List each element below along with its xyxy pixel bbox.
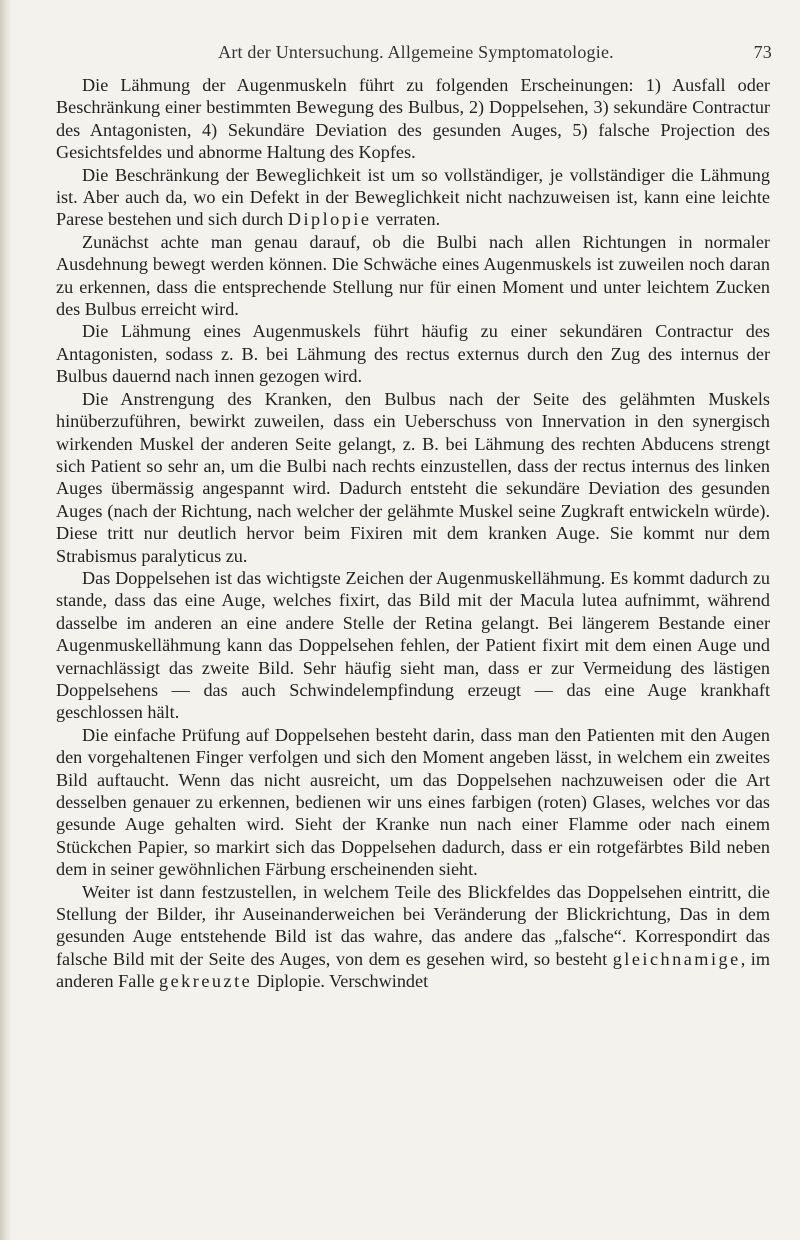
- text-segment: Zunächst achte man genau darauf, ob die Bulbi nach allen Richtungen in normaler Ausdehnung bewegt werden können. Die Schwäche eines Augenmuskels ist zuweilen noch daran zu erkennen, dass die entsprechende Stellung nur für einen Moment und unter leichtem Zucken des Bulbus erreicht wird.: [56, 231, 770, 320]
- text-segment: Die Lähmung der Augenmuskeln führt zu folgenden Erscheinungen: 1) Ausfall oder Beschränkung einer bestimmten Bewegung des Bulbus, 2) Doppelsehen, 3) sekundäre Contractur des Antagonisten, 4) Sekundäre Deviation des gesunden Auges, 5) falsche Projection des Gesichtsfeldes und abnorme Haltung des Kopfes.: [56, 75, 770, 163]
- emphasized-term: gekreuzte: [159, 971, 253, 992]
- text-segment: , im anderen Falle: [56, 948, 770, 992]
- paragraph: [56, 231, 770, 321]
- running-header-title: Art der Untersuchung. Allgemeine Symptomatologie.: [218, 42, 614, 62]
- paragraph: [56, 567, 770, 724]
- text-segment: Die einfache Prüfung auf Doppelsehen besteht darin, dass man den Patienten mit den Augen den vorgehaltenen Finger verfolgen und sich den Moment angeben lässt, in welchem ein zweites Bild auftaucht. Wenn das nicht ausreicht, um das Doppelsehen nachzuweisen oder die Art desselben genauer zu erkennen, bedienen wir uns eines farbigen (roten) Glases, welches vor das gesunde Auge gehalten wird. Sieht der Kranke nun nach einer Flamme oder nach einem Stückchen Papier, so markirt sich das Doppelsehen dadurch, dass er ein rotgefärbtes Bild neben dem in seiner gewöhnlichen Färbung erscheinenden sieht.: [56, 724, 770, 880]
- text-segment: Das Doppelsehen ist das wichtigste Zeichen der Augenmuskellähmung. Es kommt dadurch zu stande, dass das eine Auge, welches fixirt, das Bild mit der Macula lutea aufnimmt, während dasselbe im anderen an eine andere Stelle der Retina gelangt. Bei längerem Bestande einer Augenmuskellähmung kann das Doppelsehen fehlen, der Patient fixirt mit dem einen Auge und vernachlässigt das zweite Bild. Sehr häufig sieht man, dass er zur Vermeidung des lästigen Doppelsehens — das auch Schwindelempfindung erzeugt — das eine Auge krankhaft geschlossen hält.: [56, 567, 770, 723]
- emphasized-term: gleichnamige: [612, 948, 741, 969]
- page-binding-edge: [0, 0, 12, 1240]
- text-segment: Die Lähmung eines Augenmuskels führt häufig zu einer sekundären Contractur des Antagonisten, sodass z. B. bei Lähmung des rectus externus durch den Zug des internus der Bulbus dauernd nach innen gezogen wird.: [56, 321, 770, 387]
- text-segment: verraten.: [371, 209, 441, 230]
- paragraph: [56, 164, 770, 231]
- text-segment: Die Beschränkung der Beweglichkeit ist um so vollständiger, je vollständiger die Lähmung ist. Aber auch da, wo ein Defekt in der Beweglichkeit nicht nachzuweisen ist, kann eine leichte Parese bestehen und sich durch: [56, 164, 770, 230]
- page-number: 73: [753, 42, 772, 62]
- running-header: [60, 42, 772, 68]
- text-segment: Die Anstrengung des Kranken, den Bulbus nach der Seite des gelähmten Muskels hinüberzuführen, bewirkt zuweilen, dass ein Ueberschuss von Innervation in den synergisch wirkenden Muskel der anderen Seite gelangt, z. B. bei Lähmung des rechten Abducens strengt sich Patient so sehr an, um die Bulbi nach rechts einzustellen, dass der rectus internus des linken Auges übermässig angespannt wird. Dadurch entsteht die sekundäre Deviation des gesunden Auges (nach der Richtung, nach welcher der gelähmte Muskel seine Zugkraft entwickeln würde). Diese tritt nur deutlich hervor beim Fixiren mit dem kranken Auge. Sie kommt nur dem Strabismus paralyticus zu.: [56, 388, 770, 566]
- paragraph: [56, 388, 770, 567]
- paragraph: [56, 724, 770, 881]
- text-segment: Diplopie. Verschwindet: [252, 971, 429, 992]
- paragraph: [56, 881, 770, 993]
- body-text: [56, 74, 770, 993]
- emphasized-term: Diplopie: [287, 209, 372, 230]
- text-segment: Weiter ist dann festzustellen, in welchem Teile des Blickfeldes das Doppelsehen eintritt, die Stellung der Bilder, ihr Auseinanderweichen bei Veränderung der Blickrichtung, Das in dem gesunden Auge entstehende Bild ist das wahre, das andere das „falsche“. Korrespondirt das falsche Bild mit der Seite des Auges, von dem es gesehen wird, so besteht: [56, 881, 770, 969]
- paragraph: [56, 320, 770, 387]
- paragraph: [56, 74, 770, 164]
